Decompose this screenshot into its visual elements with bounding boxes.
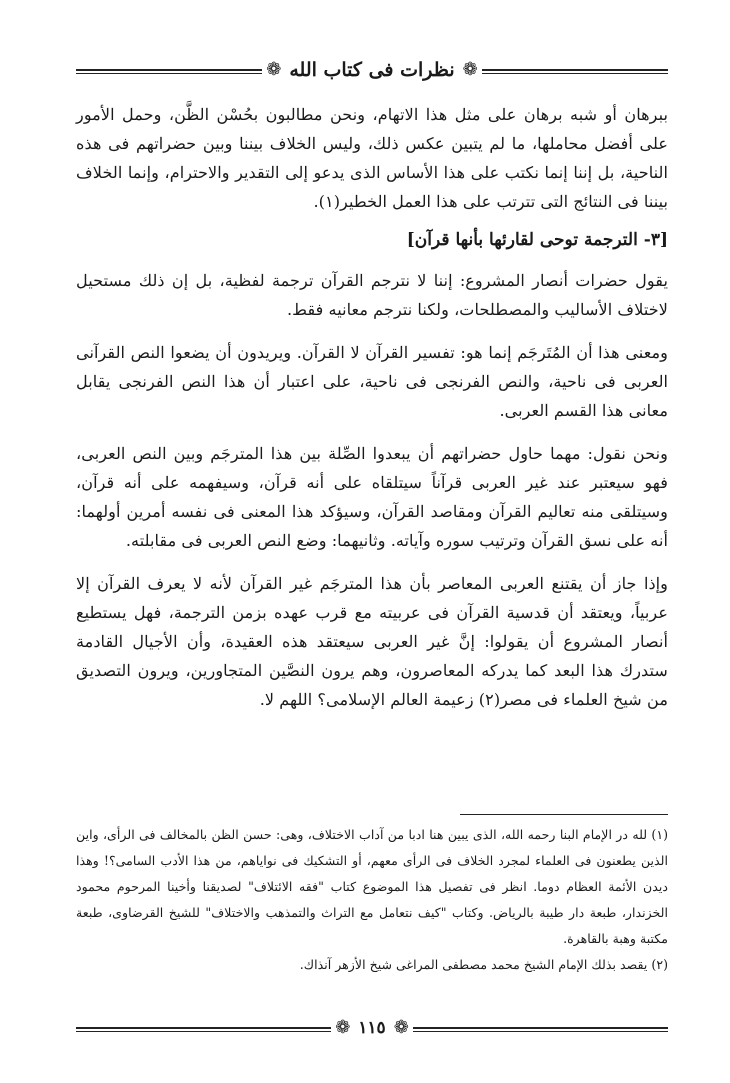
section-heading: [٣- الترجمة توحى لقارئها بأنها قرآن] bbox=[406, 230, 668, 250]
footer-rule-right bbox=[413, 1027, 668, 1029]
header-ornament-left-icon: ❁ bbox=[266, 59, 282, 80]
main-text bbox=[76, 100, 668, 728]
running-header bbox=[76, 56, 668, 84]
page-number: ١١٥ bbox=[358, 1018, 386, 1038]
footnote-divider bbox=[460, 814, 668, 815]
footnote-2: (٢) يقصد بذلك الإمام الشيخ محمد مصطفى المراغى شيخ الأزهر آنذاك. bbox=[299, 957, 668, 972]
paragraph: ومعنى هذا أن المُتَرجَم إنما هو: تفسير القرآن لا القرآن. ويريدون أن يضعوا النص القرآنى العربى فى ناحية، والنص الفرنجى فى ناحية، على اعتبار أن هذا النص الفرنجى يقابل معانى هذا القسم العربى. bbox=[76, 343, 668, 420]
header-rule-left bbox=[76, 69, 262, 71]
running-title: نظرات فى كتاب الله bbox=[289, 59, 455, 81]
footnote-1: (١) لله در الإمام البنا رحمه الله، الذى يبين هنا ادبا من آداب الاختلاف، وهى: حسن الظن بالمخالف فى الرأى، واين الذين يطعنون فى العلماء لمجرد الخلاف فى الرأى معهم، أو التشكيك فى نواياهم، من هذا الأدب السامى؟! وهذا ديدن الأئمة العظام دوما. انظر فى تفصيل هذا الموضوع كتاب "فقه الائتلاف" لصديقنا وأخينا المرحوم محمود الخزندار، طبعة دار طيبة بالرياض. وكتاب "كيف نتعامل مع التراث والتمذهب والاختلاف" للشيخ القرضاوى، طبعة مكتبة وهبة بالقاهرة. bbox=[76, 827, 668, 946]
footnotes bbox=[76, 822, 668, 978]
paragraph: وإذا جاز أن يقتنع العربى المعاصر بأن هذا المترجَم غير القرآن لأنه لا يعرف القرآن إلا عربياً، ويعتقد أن قدسية القرآن فى عربيته مع قرب عهده بزمن الترجمة، فهل يستطيع أنصار المشروع أن يقولوا: إنَّ غير العربى سيعتقد هذه العقيدة، وأن الأجيال القادمة ستدرك هذا البعد كما يدركه المعاصرون، وهم يرون النصَّين المتجاورين، ويرون التصديق من شيخ العلماء فى مصر(٢) زعيمة العالم الإسلامى؟ اللهم لا. bbox=[76, 574, 668, 709]
page-footer bbox=[76, 1016, 668, 1040]
header-ornament-right-icon: ❁ bbox=[462, 59, 478, 80]
paragraph: ونحن نقول: مهما حاول حضراتهم أن يبعدوا الصِّلة بين هذا المترجَم وبين النص العربى، فهو سيعتبر عند غير العربى قرآناً سيتلقاه على أنه قرآن، وسيفهمه على أنه قرآن، وسيتلقى منه تعاليم القرآن ومقاصد القرآن، وسيؤكد هذا المعنى فى نفسه أمرين أولهما: أنه على نسق القرآن وترتيب سوره وآياته. وثانيهما: وضع النص العربى فى مقابلته. bbox=[76, 444, 668, 550]
footer-ornament-right-icon: ❁ bbox=[393, 1017, 409, 1038]
footer-ornament-left-icon: ❁ bbox=[335, 1017, 351, 1038]
paragraph-continued: ببرهان أو شبه برهان على مثل هذا الاتهام، ونحن مطالبون بحُسْن الظَّن، وحمل الأمور على أفضل محاملها، ما لم يتبين عكس ذلك، وليس الخلاف بيننا وبين حضراتهم فى هذه الناحية، بل إننا إنما نكتب على هذا الأساس الذى يدعو إلى التقدير والاحترام، وإنما الخلاف بيننا فى النتائج التى تترتب على هذا العمل الخطير(١). bbox=[76, 105, 668, 211]
paragraph: يقول حضرات أنصار المشروع: إننا لا نترجم القرآن ترجمة لفظية، بل إن ذلك مستحيل لاختلاف الأساليب والمصطلحات، ولكنا نترجم معانيه فقط. bbox=[76, 271, 668, 319]
footer-rule-left bbox=[76, 1027, 331, 1029]
header-rule-right bbox=[482, 69, 668, 71]
